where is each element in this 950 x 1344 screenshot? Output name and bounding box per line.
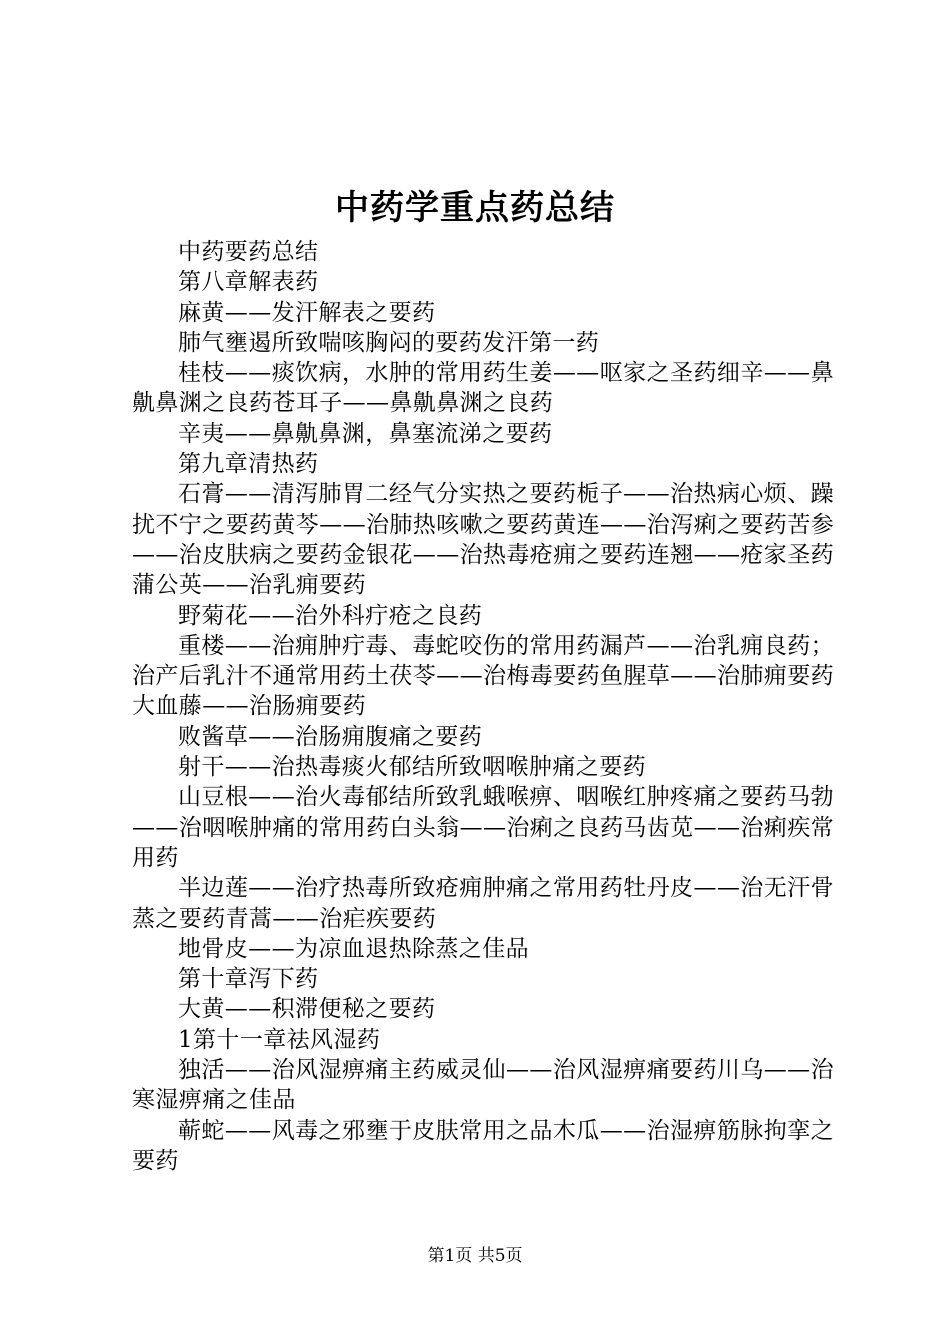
paragraph: 1第十一章祛风湿药 [178, 1026, 381, 1053]
paragraph: 独活——治风湿痹痛主药威灵仙——治风湿痹痛要药川乌——治寒湿痹痛之佳品 [132, 1057, 834, 1114]
paragraph: 地骨皮——为凉血退热除蒸之佳品 [178, 935, 529, 962]
paragraph: 肺气壅遏所致喘咳胸闷的要药发汗第一药 [178, 329, 600, 356]
paragraph: 麻黄——发汗解表之要药 [178, 299, 436, 326]
paragraph: 蕲蛇——风毒之邪壅于皮肤常用之品木瓜——治湿痹筋脉拘挛之要药 [132, 1117, 834, 1174]
paragraph: 重楼——治痈肿疔毒、毒蛇咬伤的常用药漏芦——治乳痈良药；治产后乳汁不通常用药土茯苓——治梅毒要药鱼腥草——治肺痈要药大血藤——治肠痈要药 [132, 632, 834, 720]
document-body [132, 237, 834, 1176]
page-footer: 第1页 共5页 [427, 1246, 523, 1266]
paragraph: 桂枝——痰饮病，水肿的常用药生姜——呕家之圣药细辛——鼻鼽鼻渊之良药苍耳子——鼻鼽鼻渊之良药 [132, 360, 834, 417]
paragraph: 第八章解表药 [178, 269, 319, 296]
paragraph: 第十章泻下药 [178, 966, 319, 993]
paragraph: 大黄——积滞便秘之要药 [178, 996, 436, 1023]
paragraph: 半边莲——治疗热毒所致疮痈肿痛之常用药牡丹皮——治无汗骨蒸之要药青蒿——治疟疾要药 [132, 875, 834, 932]
paragraph: 败酱草——治肠痈腹痛之要药 [178, 723, 483, 750]
paragraph: 中药要药总结 [178, 239, 319, 265]
paragraph: 射干——治热毒痰火郁结所致咽喉肿痛之要药 [178, 754, 646, 781]
document-title: 中药学重点药总结 [335, 188, 615, 228]
paragraph: 山豆根——治火毒郁结所致乳蛾喉痹、咽喉红肿疼痛之要药马勃——治咽喉肿痛的常用药白头翁——治痢之良药马齿苋——治痢疾常用药 [132, 784, 834, 871]
paragraph: 辛夷——鼻鼽鼻渊，鼻塞流涕之要药 [178, 420, 553, 447]
paragraph: 第九章清热药 [178, 451, 319, 478]
paragraph: 野菊花——治外科疔疮之良药 [178, 602, 483, 629]
paragraph: 石膏——清泻肺胃二经气分实热之要药栀子——治热病心烦、躁扰不宁之要药黄芩——治肺热咳嗽之要药黄连——治泻痢之要药苦参——治皮肤病之要药金银花——治热毒疮痈之要药连翘——疮家圣药蒲公英——治乳痈要药 [132, 481, 834, 599]
